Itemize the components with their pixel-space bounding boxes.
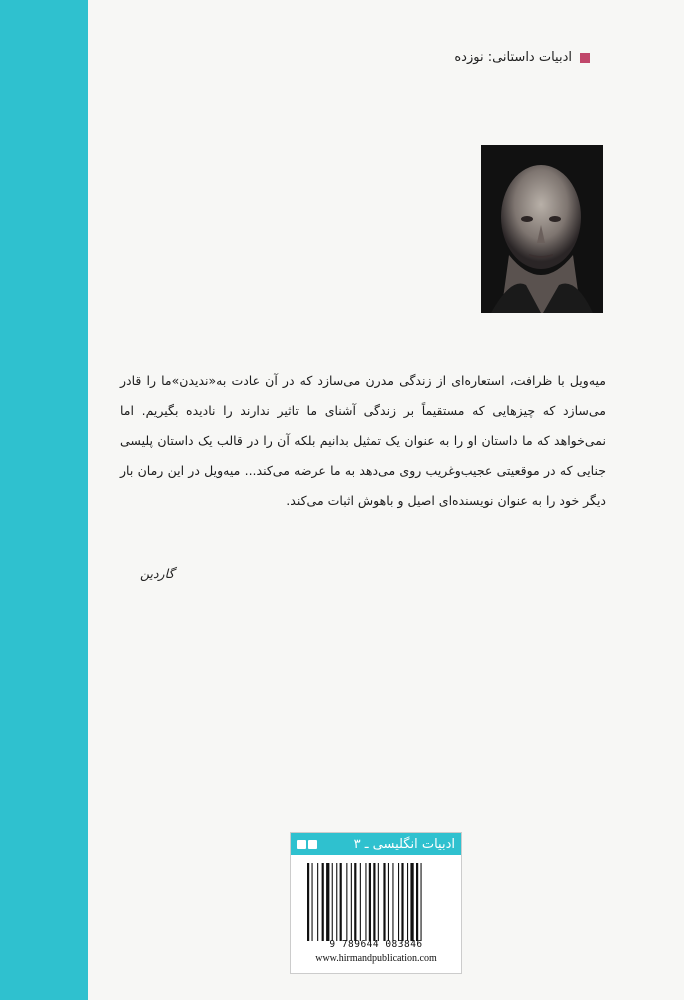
series-heading (454, 50, 590, 65)
barcode-label (290, 832, 462, 974)
series-label: ادبیات داستانی: نوزده (454, 50, 572, 65)
publisher-url: www.hirmandpublication.com (315, 953, 437, 964)
barcode-image (305, 863, 447, 941)
label-header (291, 833, 461, 855)
label-title: ادبیات انگلیسی ـ ۳ (353, 836, 455, 852)
cover-spine-stripe (0, 0, 88, 1000)
blurb-text: میه‌ویل با ظرافت، استعاره‌ای از زندگی مدرن می‌سازد که در آن عادت به«ندیدن»ما را قادر می‌سازد که چیزهایی که مستقیماً بر زندگی آشنای ما تاثیر ندارند را نادیده بگیریم. اما نمی‌خواهد که ما داستان او را به عنوان یک تمثیل بدانیم بلکه آن را در قالب یک داستان پلیسی جنایی که در موقعیتی عجیب‌وغریب روی می‌دهد به ما عرضه می‌کند... میه‌ویل در این رمان بار دیگر خود را به عنوان نویسنده‌ای اصیل و باهوش اثبات می‌کند. (120, 373, 606, 508)
review-attribution: گاردین (140, 566, 175, 581)
isbn-number: 9 789644 083846 (329, 939, 423, 950)
series-marker (580, 53, 590, 63)
author-photo (481, 145, 603, 313)
publisher-logo-icon (297, 840, 317, 849)
author-portrait-image (481, 145, 603, 313)
